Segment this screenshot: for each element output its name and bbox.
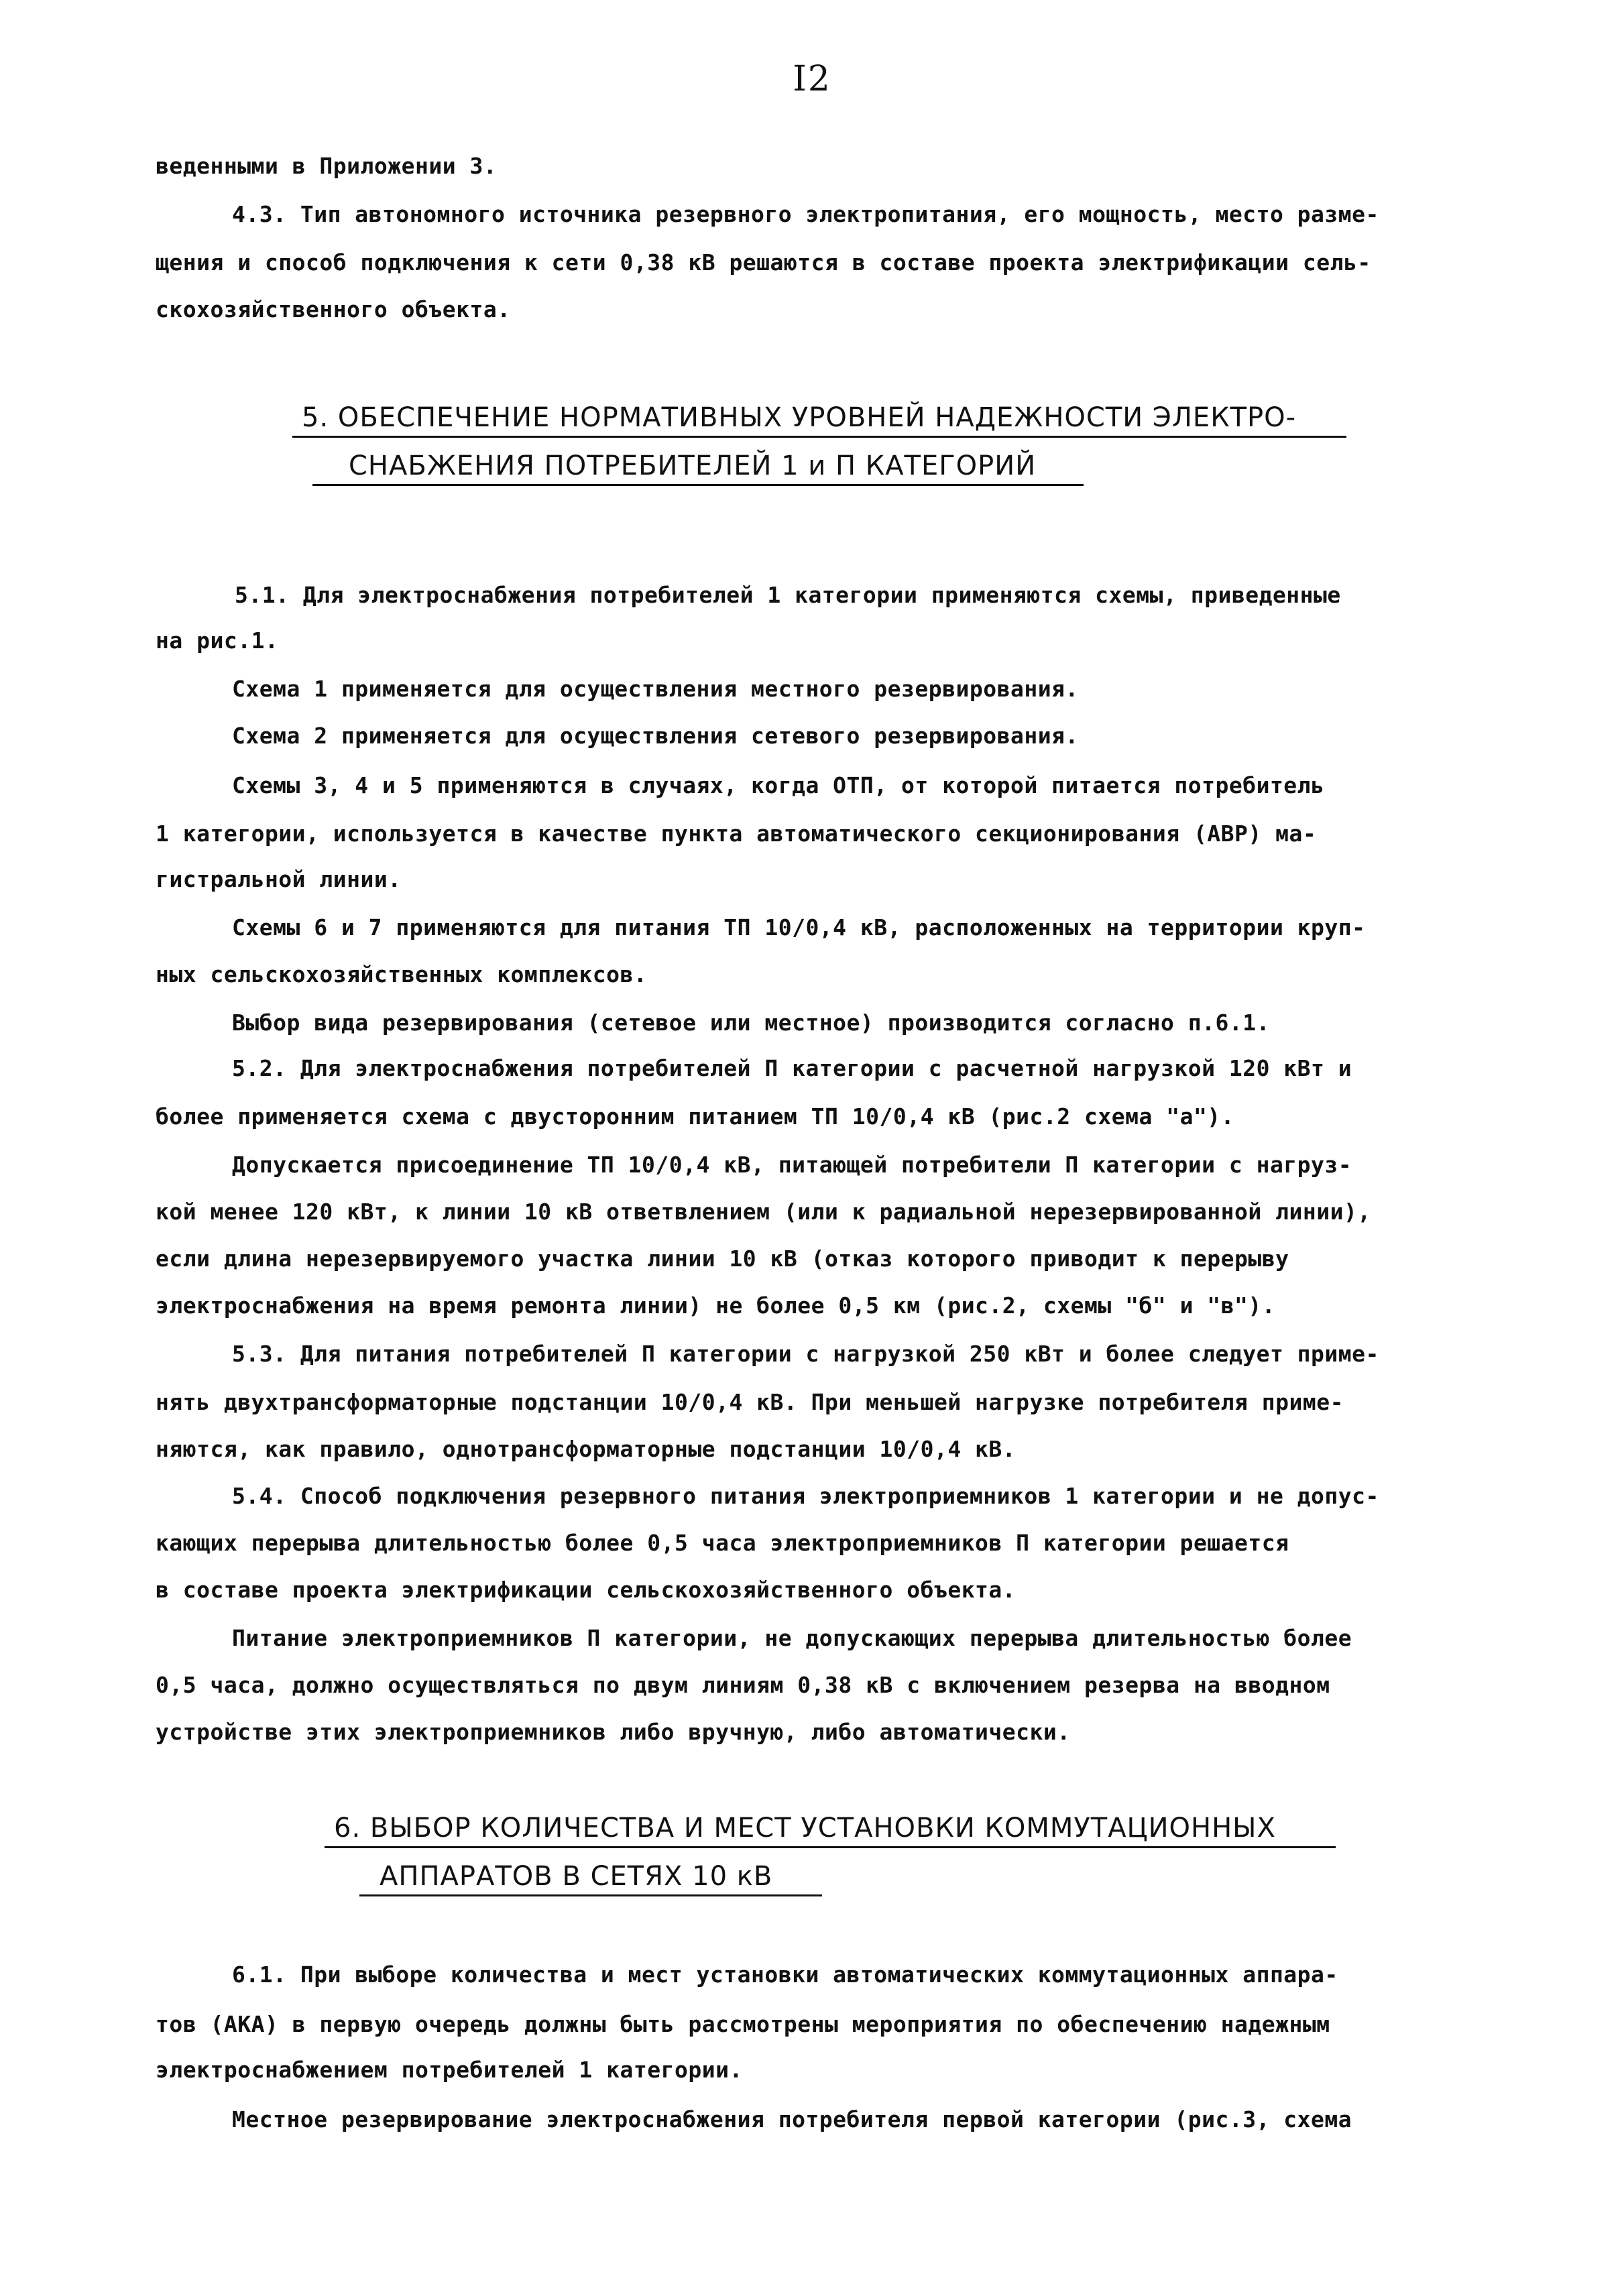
- paragraph-4-3-line: 4.3. Тип автономного источника резервного электропитания, его мощность, место разме-: [232, 201, 1379, 227]
- text-line: кающих перерыва длительностью более 0,5 часа электроприемников П категории решается: [156, 1530, 1289, 1556]
- text-line: Схемы 6 и 7 применяются для питания ТП 10/0,4 кВ, расположенных на территории круп-: [232, 914, 1366, 941]
- heading-underline: [359, 1894, 822, 1896]
- text-line: Местное резервирование электроснабжения потребителя первой категории (рис.3, схема: [232, 2106, 1352, 2132]
- text-line: 5.1. Для электроснабжения потребителей 1 категории применяются схемы, приведенные: [235, 582, 1341, 608]
- section-5-heading-line-2: СНАБЖЕНИЯ ПОТРЕБИТЕЛЕЙ 1 и П КАТЕГОРИЙ: [349, 450, 1037, 481]
- text-line: гистральной линии.: [156, 866, 402, 892]
- text-line: 5.4. Способ подключения резервного питания электроприемников 1 категории и не допус-: [232, 1483, 1379, 1509]
- text-line: кой менее 120 кВт, к линии 10 кВ ответвлением (или к радиальной нерезервированной линии),: [156, 1199, 1371, 1225]
- text-line: более применяется схема с двусторонним питанием ТП 10/0,4 кВ (рис.2 схема "а").: [156, 1103, 1235, 1130]
- paragraph-4-3-line: скохозяйственного объекта.: [156, 296, 511, 322]
- section-6-heading-line-1: 6. ВЫБОР КОЛИЧЕСТВА И МЕСТ УСТАНОВКИ КОММУТАЦИОННЫХ: [334, 1813, 1276, 1844]
- heading-underline: [312, 484, 1084, 486]
- text-line: 5.2. Для электроснабжения потребителей П категории с расчетной нагрузкой 120 кВт и: [232, 1055, 1352, 1081]
- text-line: веденными в Приложении 3.: [156, 153, 498, 179]
- text-line: 0,5 часа, должно осуществляться по двум линиям 0,38 кВ с включением резерва на вводном: [156, 1672, 1330, 1698]
- paragraph-4-3-line: щения и способ подключения к сети 0,38 кВ решаются в составе проекта электрификации сель-: [156, 249, 1371, 276]
- text-line: 6.1. При выборе количества и мест установки автоматических коммутационных аппара-: [232, 1961, 1338, 1988]
- text-line: в составе проекта электрификации сельскохозяйственного объекта.: [156, 1577, 1017, 1603]
- text-line: Допускается присоединение ТП 10/0,4 кВ, питающей потребители П категории с нагруз-: [232, 1152, 1352, 1178]
- text-line: если длина нерезервируемого участка линии 10 кВ (отказ которого приводит к перерыву: [156, 1246, 1289, 1272]
- heading-underline: [292, 436, 1346, 438]
- text-line: няются, как правило, однотрансформаторные подстанции 10/0,4 кВ.: [156, 1436, 1017, 1462]
- page-number: I2: [793, 59, 831, 99]
- text-line: электроснабжения на время ремонта линии) не более 0,5 км (рис.2, схемы "б" и "в").: [156, 1292, 1276, 1319]
- text-line: Выбор вида резервирования (сетевое или местное) производится согласно п.6.1.: [232, 1010, 1270, 1036]
- text-line: 5.3. Для питания потребителей П категории с нагрузкой 250 кВт и более следует приме-: [232, 1341, 1379, 1367]
- text-line: Схема 1 применяется для осуществления местного резервирования.: [232, 676, 1079, 702]
- section-5-heading-line-1: 5. ОБЕСПЕЧЕНИЕ НОРМАТИВНЫХ УРОВНЕЙ НАДЕЖНОСТИ ЭЛЕКТРО-: [302, 402, 1297, 433]
- text-line: электроснабжением потребителей 1 категории.: [156, 2057, 743, 2083]
- text-line: тов (АКА) в первую очередь должны быть рассмотрены мероприятия по обеспечению надежным: [156, 2011, 1330, 2037]
- text-line: Питание электроприемников П категории, не допускающих перерыва длительностью более: [232, 1625, 1352, 1651]
- text-line: Схема 2 применяется для осуществления сетевого резервирования.: [232, 723, 1079, 749]
- text-line: устройстве этих электроприемников либо вручную, либо автоматически.: [156, 1719, 1071, 1745]
- text-line: Схемы 3, 4 и 5 применяются в случаях, когда ОТП, от которой питается потребитель: [232, 772, 1325, 798]
- text-line: ных сельскохозяйственных комплексов.: [156, 961, 648, 987]
- text-line: нять двухтрансформаторные подстанции 10/0,4 кВ. При меньшей нагрузке потребителя приме-: [156, 1389, 1344, 1415]
- section-6-heading-line-2: АППАРАТОВ В СЕТЯХ 10 кВ: [380, 1861, 773, 1892]
- text-line: на рис.1.: [156, 627, 279, 654]
- text-line: 1 категории, используется в качестве пункта автоматического секционирования (АВР) ма-: [156, 821, 1317, 847]
- heading-underline: [325, 1846, 1336, 1848]
